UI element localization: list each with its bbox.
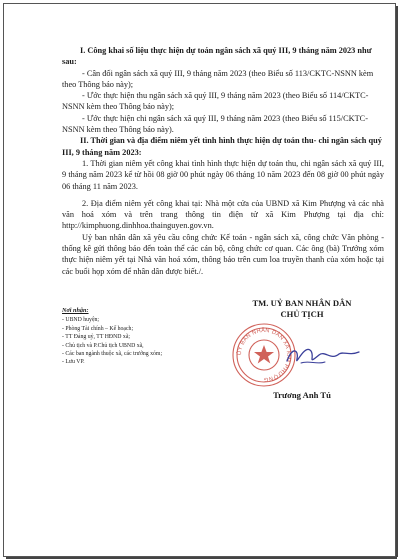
signer-name: Trương Anh Tú — [273, 390, 331, 400]
official-seal-icon — [227, 321, 377, 389]
signature-title: TM. UỶ BAN NHÂN DÂN — [252, 298, 352, 308]
section-1-item: - Cân đối ngân sách xã quý III, 9 tháng năm 2023 (theo Biểu số 113/CKTC-NSNN kèm theo Thông báo này); — [62, 68, 374, 89]
seal-star-icon — [254, 345, 274, 364]
document-page — [3, 3, 396, 557]
recipients-header: Nơi nhận: — [62, 307, 89, 314]
recipient-item: - Lưu VP. — [62, 359, 85, 366]
seal-text: ỦY BAN NHÂN DÂN XÃ KIM PHƯỢNG — [236, 327, 292, 383]
section-1-item: - Ước thực hiện chi ngân sách xã quý III, 9 tháng năm 2023 (theo Biểu số 115/CKTC-NSNN kèm theo Thông báo này). — [62, 113, 368, 135]
signature-block — [227, 298, 377, 400]
section-1-item: - Ước thực hiện thu ngân sách xã quý III, 9 tháng năm 2023 (theo Biểu số 114/CKTC-NSNN kèm theo Thông báo này); — [62, 91, 369, 112]
section-2-request-paragraph: Uỷ ban nhân dân xã yêu cầu công chức Kế toán - ngân sách xã, công chức Văn phòng - thống kê gửi thông báo đến toàn thể các cán bộ, công chức cơ quan. Các ông (bà) Trưởng xóm thực hiện niêm yết tại Nhà văn hoá xóm, thông báo trên cum loa truyền thanh của xóm hoặc tại các buổi họp xóm để nhân dân được biết./. — [62, 232, 384, 276]
recipient-item: - Chủ tịch và P.Chủ tịch UBND xã, — [62, 342, 144, 349]
handwritten-signature-icon — [287, 349, 359, 361]
section-2-heading: II. Thời gian và địa điểm niêm yết tình hình thực hiện dự toán thu- chi ngân sách quý III, 9 tháng năm 2023: — [62, 136, 382, 157]
section-2-location-paragraph — [62, 198, 384, 232]
section-1-heading: I. Công khai số liệu thực hiện dự toán ngân sách xã quý III, 9 tháng năm 2023 như sau: — [62, 46, 372, 67]
section-2-time-paragraph: 1. Thời gian niêm yết công khai tình hình thực hiện dự toán thu, chi ngân sách xã quý III, 9 tháng năm 2023 kể từ hồi 08 giờ 00 phút ngày 06 tháng 10 năm 2023 đến 08 giờ 00 phút ngày 06 tháng 11 năm 2023. — [62, 158, 384, 191]
recipient-item: - UBND huyện; — [62, 317, 100, 324]
recipient-item: - TT Đảng uỷ, TT HĐND xã; — [62, 334, 130, 341]
recipient-item: - Các ban ngành thuộc xã, các trưởng xóm; — [62, 351, 163, 358]
document-body — [62, 45, 384, 277]
website-link[interactable]: http://kimphuong.dinhhoa.thainguyen.gov.vn. — [62, 221, 214, 231]
signature-position: CHỦ TỊCH — [280, 309, 324, 319]
seal-and-signature — [227, 321, 377, 389]
recipient-item: - Phòng Tài chính – Kế hoạch; — [62, 325, 134, 332]
location-text: 2. Địa điểm niêm yết công khai tại: Nhà một cửa của UBND xã Kim Phượng và các nhà văn hoá xóm và trên trang thông tin điện tử xã Kim Phượng tại địa chỉ: — [62, 198, 384, 220]
recipients-block — [62, 307, 222, 367]
